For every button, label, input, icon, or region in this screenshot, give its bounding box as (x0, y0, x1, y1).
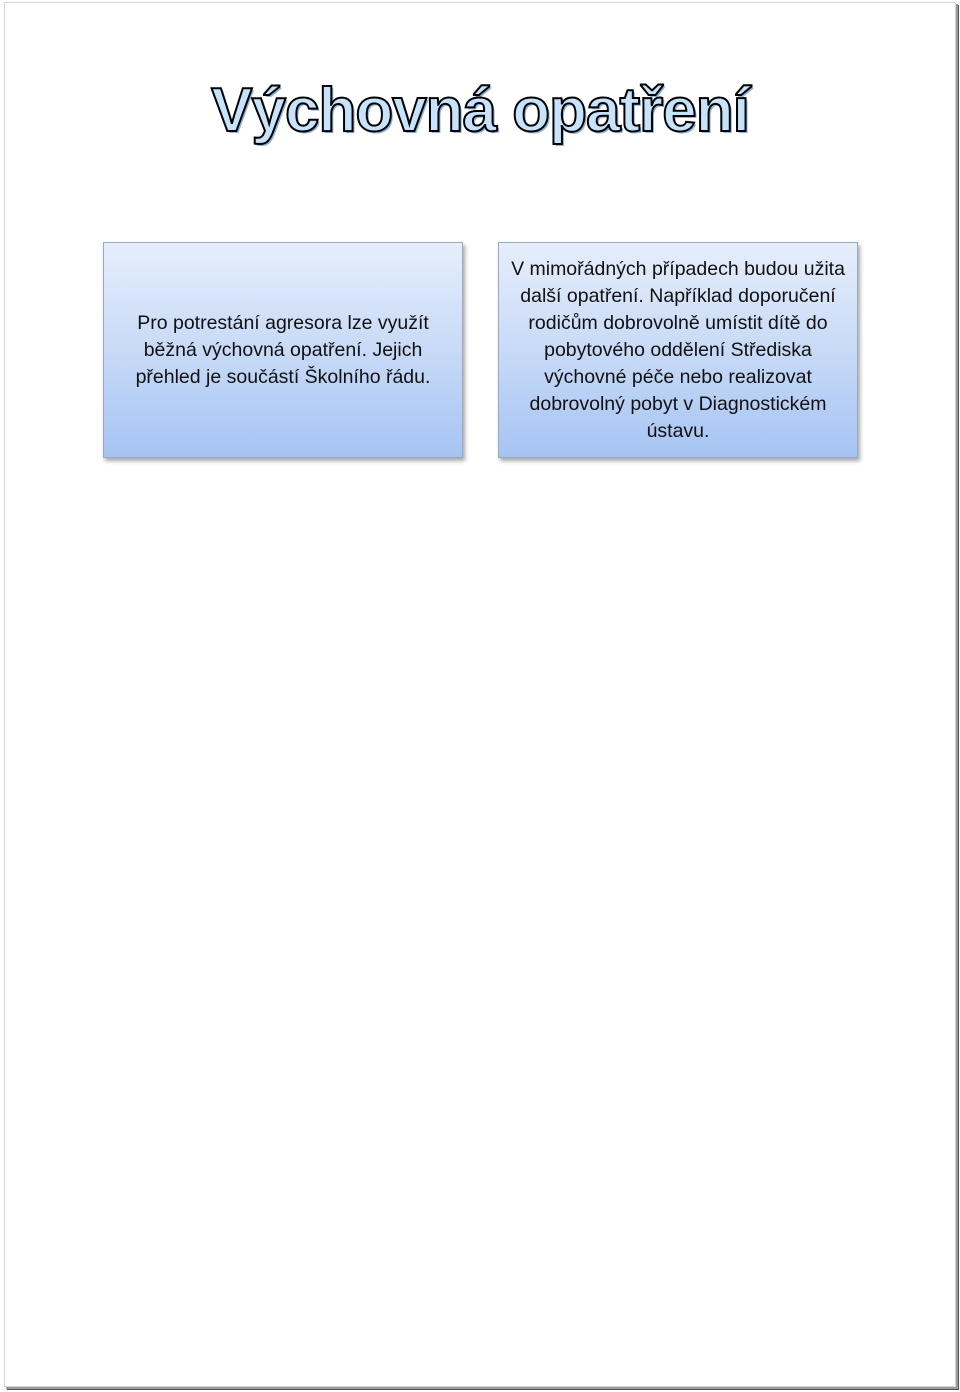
page-title: Výchovná opatření (211, 76, 749, 145)
page-frame (4, 2, 956, 1387)
info-box-text: Pro potrestání agresora lze využít běžná výchovná opatření. Jejich přehled je součástí Školního řádu. (135, 311, 431, 388)
info-box-common-measures (103, 242, 463, 458)
info-box-text: V mimořádných případech budou užita další opatření. Například doporučení rodičům dobrovolně umístit dítě do pobytového oddělení Střediska výchovné péče nebo realizovat dobrovolný pobyt v Diagnostickém ústavu. (511, 257, 845, 442)
info-box-extraordinary-measures (498, 242, 858, 458)
